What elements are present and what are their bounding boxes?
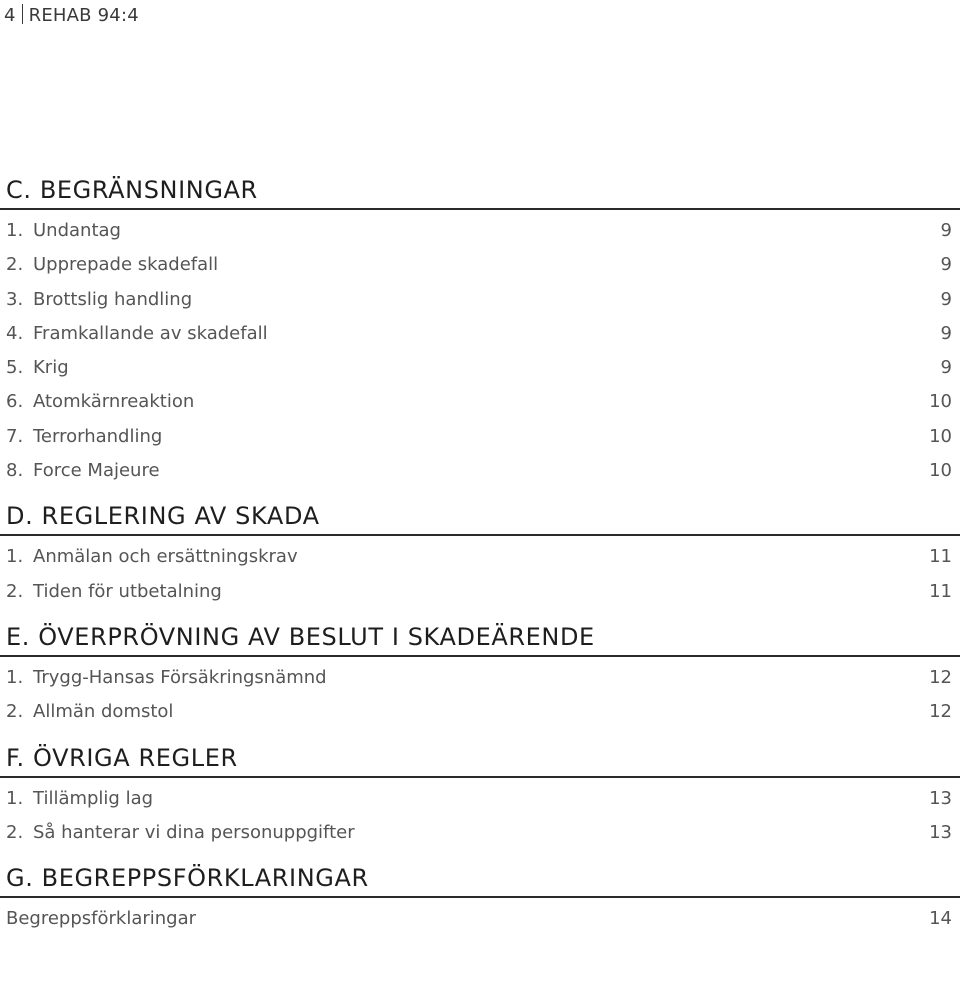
toc-section <box>0 496 960 609</box>
entry-title: Framkallande av skadefall <box>33 322 268 344</box>
entry-title: Begreppsförklaringar <box>6 908 197 930</box>
entry-page-number: 9 <box>940 357 952 379</box>
toc-entry-list <box>0 661 960 730</box>
toc-entry <box>0 816 960 850</box>
entry-page-number: 12 <box>929 701 952 723</box>
entry-title: Krig <box>33 357 69 379</box>
entry-title: Tiden för utbetalning <box>33 580 222 602</box>
entry-number: 2. <box>6 254 24 276</box>
entry-page-number: 13 <box>929 787 952 809</box>
entry-page-number: 10 <box>929 391 952 413</box>
toc-entry <box>0 902 960 936</box>
entry-number: 1. <box>6 666 24 688</box>
entry-title: Allmän domstol <box>33 701 174 723</box>
entry-number: 1. <box>6 787 24 809</box>
toc-entry-list <box>0 540 960 609</box>
entry-title: Undantag <box>33 220 121 241</box>
entry-number: 2. <box>6 821 24 843</box>
toc-entry-list <box>0 902 960 936</box>
entry-page-number: 9 <box>940 288 952 310</box>
toc-entry <box>0 782 960 816</box>
toc-entry <box>0 661 960 695</box>
running-head <box>4 4 139 26</box>
entry-number: 8. <box>6 460 24 482</box>
toc-entry-list <box>0 214 960 488</box>
entry-number: 2. <box>6 580 24 602</box>
section-heading: D. REGLERING AV SKADA <box>0 496 960 536</box>
entry-title: Atomkärnreaktion <box>33 391 195 413</box>
section-heading: G. BEGREPPSFÖRKLARINGAR <box>0 858 960 898</box>
entry-page-number: 9 <box>940 220 952 241</box>
toc-entry <box>0 214 960 248</box>
entry-number: 7. <box>6 425 24 447</box>
entry-title: Anmälan och ersättningskrav <box>33 546 298 568</box>
toc-section <box>0 858 960 936</box>
entry-title: Tillämplig lag <box>33 787 154 809</box>
table-of-contents <box>0 170 960 944</box>
header-divider <box>22 4 23 24</box>
toc-entry <box>0 248 960 282</box>
entry-number: 1. <box>6 220 24 241</box>
entry-title: Force Majeure <box>33 460 160 482</box>
entry-page-number: 10 <box>929 460 952 482</box>
entry-title: Så hanterar vi dina personuppgifter <box>33 821 355 843</box>
toc-entry <box>0 283 960 317</box>
running-title: REHAB 94:4 <box>28 5 139 26</box>
entry-title: Upprepade skadefall <box>33 254 219 276</box>
section-heading: E. ÖVERPRÖVNING AV BESLUT I SKADEÄRENDE <box>0 617 960 657</box>
toc-section <box>0 738 960 851</box>
toc-section <box>0 170 960 488</box>
entry-page-number: 13 <box>929 821 952 843</box>
toc-entry <box>0 385 960 419</box>
toc-entry <box>0 695 960 729</box>
entry-title: Trygg-Hansas Försäkringsnämnd <box>33 666 327 688</box>
entry-number: 2. <box>6 701 24 723</box>
toc-entry-list <box>0 782 960 851</box>
entry-page-number: 12 <box>929 666 952 688</box>
toc-entry <box>0 420 960 454</box>
entry-title: Terrorhandling <box>33 425 163 447</box>
toc-entry <box>0 540 960 574</box>
entry-page-number: 10 <box>929 425 952 447</box>
entry-page-number: 11 <box>929 546 952 568</box>
entry-number: 1. <box>6 546 24 568</box>
entry-title: Brottslig handling <box>33 288 193 310</box>
section-heading: F. ÖVRIGA REGLER <box>0 738 960 778</box>
toc-section <box>0 617 960 730</box>
toc-entry <box>0 454 960 488</box>
toc-entry <box>0 317 960 351</box>
entry-page-number: 11 <box>929 580 952 602</box>
page-number: 4 <box>4 5 16 26</box>
entry-page-number: 9 <box>940 322 952 344</box>
toc-entry <box>0 351 960 385</box>
entry-page-number: 9 <box>940 254 952 276</box>
entry-number: 6. <box>6 391 24 413</box>
entry-page-number: 14 <box>929 908 952 930</box>
entry-number: 3. <box>6 288 24 310</box>
toc-entry <box>0 575 960 609</box>
entry-number: 5. <box>6 357 24 379</box>
entry-number: 4. <box>6 322 24 344</box>
section-heading: C. BEGRÄNSNINGAR <box>0 170 960 210</box>
